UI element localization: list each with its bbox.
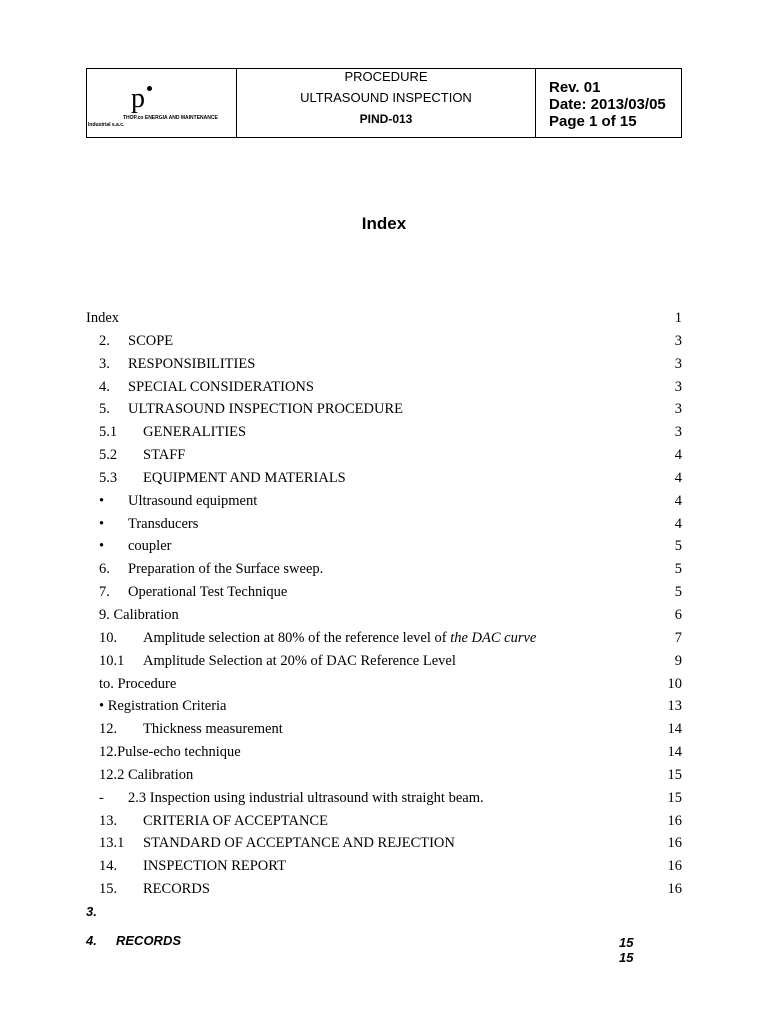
document-header: [86, 68, 682, 138]
toc-number: •: [99, 492, 105, 509]
toc-number: 14.: [99, 858, 118, 875]
toc-row: [86, 309, 682, 332]
toc-number: 5.2: [99, 447, 118, 464]
toc-label: INSPECTION REPORT: [143, 858, 286, 875]
footer-records-label: RECORDS: [116, 933, 182, 948]
toc-number: 3.: [99, 355, 110, 372]
toc-row: [86, 537, 682, 560]
toc-page-number: 16: [667, 835, 682, 852]
toc-page-number: 4: [674, 447, 682, 464]
toc-number: 6.: [99, 561, 110, 578]
toc-row: [86, 492, 682, 515]
toc-row: [86, 857, 682, 880]
toc-label: GENERALITIES: [143, 424, 247, 441]
logo-cell: [87, 69, 237, 137]
logo-company: Industrial s.a.c.: [88, 122, 125, 128]
toc-page-number: 4: [674, 515, 682, 532]
toc-label: CRITERIA OF ACCEPTANCE: [143, 812, 328, 829]
toc-row: [86, 332, 682, 355]
footer-item-number: 3.: [86, 904, 97, 919]
procedure-label: PROCEDURE: [344, 69, 428, 84]
toc-label: STANDARD OF ACCEPTANCE AND REJECTION: [143, 835, 455, 852]
title-cell: [237, 69, 536, 137]
toc-page-number: 13: [667, 698, 682, 715]
toc-row: [86, 675, 682, 698]
revision-cell: [536, 69, 681, 137]
toc-label: STAFF: [143, 447, 186, 464]
toc-label: 9. Calibration: [99, 606, 179, 623]
toc-label-emphasis: the DAC curve: [450, 629, 537, 646]
toc-label: RECORDS: [143, 881, 210, 898]
toc-page-number: 5: [674, 561, 682, 578]
toc-page-number: 3: [674, 332, 682, 349]
toc-page-number: 5: [674, 538, 682, 555]
toc-number: 10.: [99, 629, 118, 646]
toc-label: • Registration Criteria: [99, 698, 227, 715]
toc-label: ULTRASOUND INSPECTION PROCEDURE: [128, 401, 403, 418]
logo-tagline: THOP.co ENERGIA AND MAINTENANCE: [123, 115, 218, 121]
toc-row: [86, 400, 682, 423]
toc-page-number: 3: [674, 401, 682, 418]
toc-label: Ultrasound equipment: [128, 492, 258, 509]
toc-label: Amplitude Selection at 20% of DAC Reference Level: [143, 652, 456, 669]
table-of-contents: [86, 309, 682, 903]
toc-number: 10.1: [99, 652, 125, 669]
toc-page-number: 15: [667, 789, 682, 806]
toc-page-number: 15: [667, 766, 682, 783]
toc-number: 2.: [99, 332, 110, 349]
toc-page-number: 10: [667, 675, 682, 692]
toc-row: [86, 880, 682, 903]
document-title: ULTRASOUND INSPECTION: [300, 90, 472, 105]
document-code: PIND-013: [359, 112, 413, 126]
toc-number: 15.: [99, 881, 118, 898]
toc-label: RESPONSIBILITIES: [128, 355, 256, 372]
toc-row: [86, 720, 682, 743]
toc-page-number: 3: [674, 424, 682, 441]
toc-label: 2.3 Inspection using industrial ultrasound with straight beam.: [128, 789, 484, 806]
toc-number: 5.1: [99, 424, 118, 441]
toc-number: •: [99, 515, 105, 532]
toc-row: [86, 834, 682, 857]
toc-page-number: 6: [674, 606, 682, 623]
revision-date: Date: 2013/03/05: [549, 96, 666, 113]
toc-page-number: 14: [667, 744, 682, 761]
toc-label: Thickness measurement: [143, 721, 283, 738]
toc-row: [86, 378, 682, 401]
footer-page-a: 15: [619, 935, 634, 950]
toc-number: 5.3: [99, 469, 118, 486]
toc-page-number: 4: [674, 469, 682, 486]
toc-page-number: 7: [674, 629, 682, 646]
toc-label: Index: [86, 310, 120, 326]
toc-row: [86, 446, 682, 469]
toc-number: 7.: [99, 584, 110, 601]
toc-number: 12.: [99, 721, 118, 738]
toc-label: Transducers: [128, 515, 199, 532]
footer-page-b: 15: [619, 950, 634, 965]
toc-page-number: 16: [667, 858, 682, 875]
toc-label: Operational Test Technique: [128, 584, 288, 601]
toc-page-number: 1: [674, 310, 682, 326]
toc-row: [86, 629, 682, 652]
toc-label: to. Procedure: [99, 675, 177, 692]
toc-row: [86, 812, 682, 835]
toc-number: 4.: [99, 378, 110, 395]
toc-label: 12.Pulse-echo technique: [99, 744, 241, 761]
toc-row: [86, 743, 682, 766]
revision: Rev. 01: [549, 79, 601, 96]
toc-row: [86, 583, 682, 606]
toc-label: EQUIPMENT AND MATERIALS: [143, 469, 346, 486]
toc-page-number: 16: [667, 881, 682, 898]
toc-page-number: 16: [667, 812, 682, 829]
toc-label: 12.2 Calibration: [99, 766, 194, 783]
page-count: Page 1 of 15: [549, 113, 637, 130]
toc-row: [86, 515, 682, 538]
toc-number: 13.1: [99, 835, 125, 852]
toc-page-number: 14: [667, 721, 682, 738]
toc-row: [86, 652, 682, 675]
index-heading: Index: [361, 214, 407, 233]
toc-label-text: Amplitude selection at 80% of the reference level of: [143, 629, 451, 646]
toc-page-number: 3: [674, 355, 682, 372]
toc-row: [86, 789, 682, 812]
toc-row: [86, 766, 682, 789]
toc-row: [86, 423, 682, 446]
toc-number: -: [99, 789, 104, 806]
toc-row: [86, 355, 682, 378]
toc-number: 5.: [99, 401, 110, 418]
toc-row: [86, 469, 682, 492]
toc-label: coupler: [128, 538, 172, 555]
company-logo: p: [131, 85, 152, 113]
footer-records-number: 4.: [86, 933, 97, 948]
toc-page-number: 3: [674, 378, 682, 395]
toc-row: [86, 560, 682, 583]
toc-page-number: 9: [674, 652, 682, 669]
toc-row: [86, 606, 682, 629]
toc-number: 13.: [99, 812, 118, 829]
toc-number: •: [99, 538, 105, 555]
toc-page-number: 5: [674, 584, 682, 601]
toc-label: [143, 629, 536, 647]
toc-label: SCOPE: [128, 332, 174, 349]
toc-row: [86, 697, 682, 720]
toc-label: SPECIAL CONSIDERATIONS: [128, 378, 314, 395]
toc-page-number: 4: [674, 492, 682, 509]
toc-label: Preparation of the Surface sweep.: [128, 561, 324, 578]
